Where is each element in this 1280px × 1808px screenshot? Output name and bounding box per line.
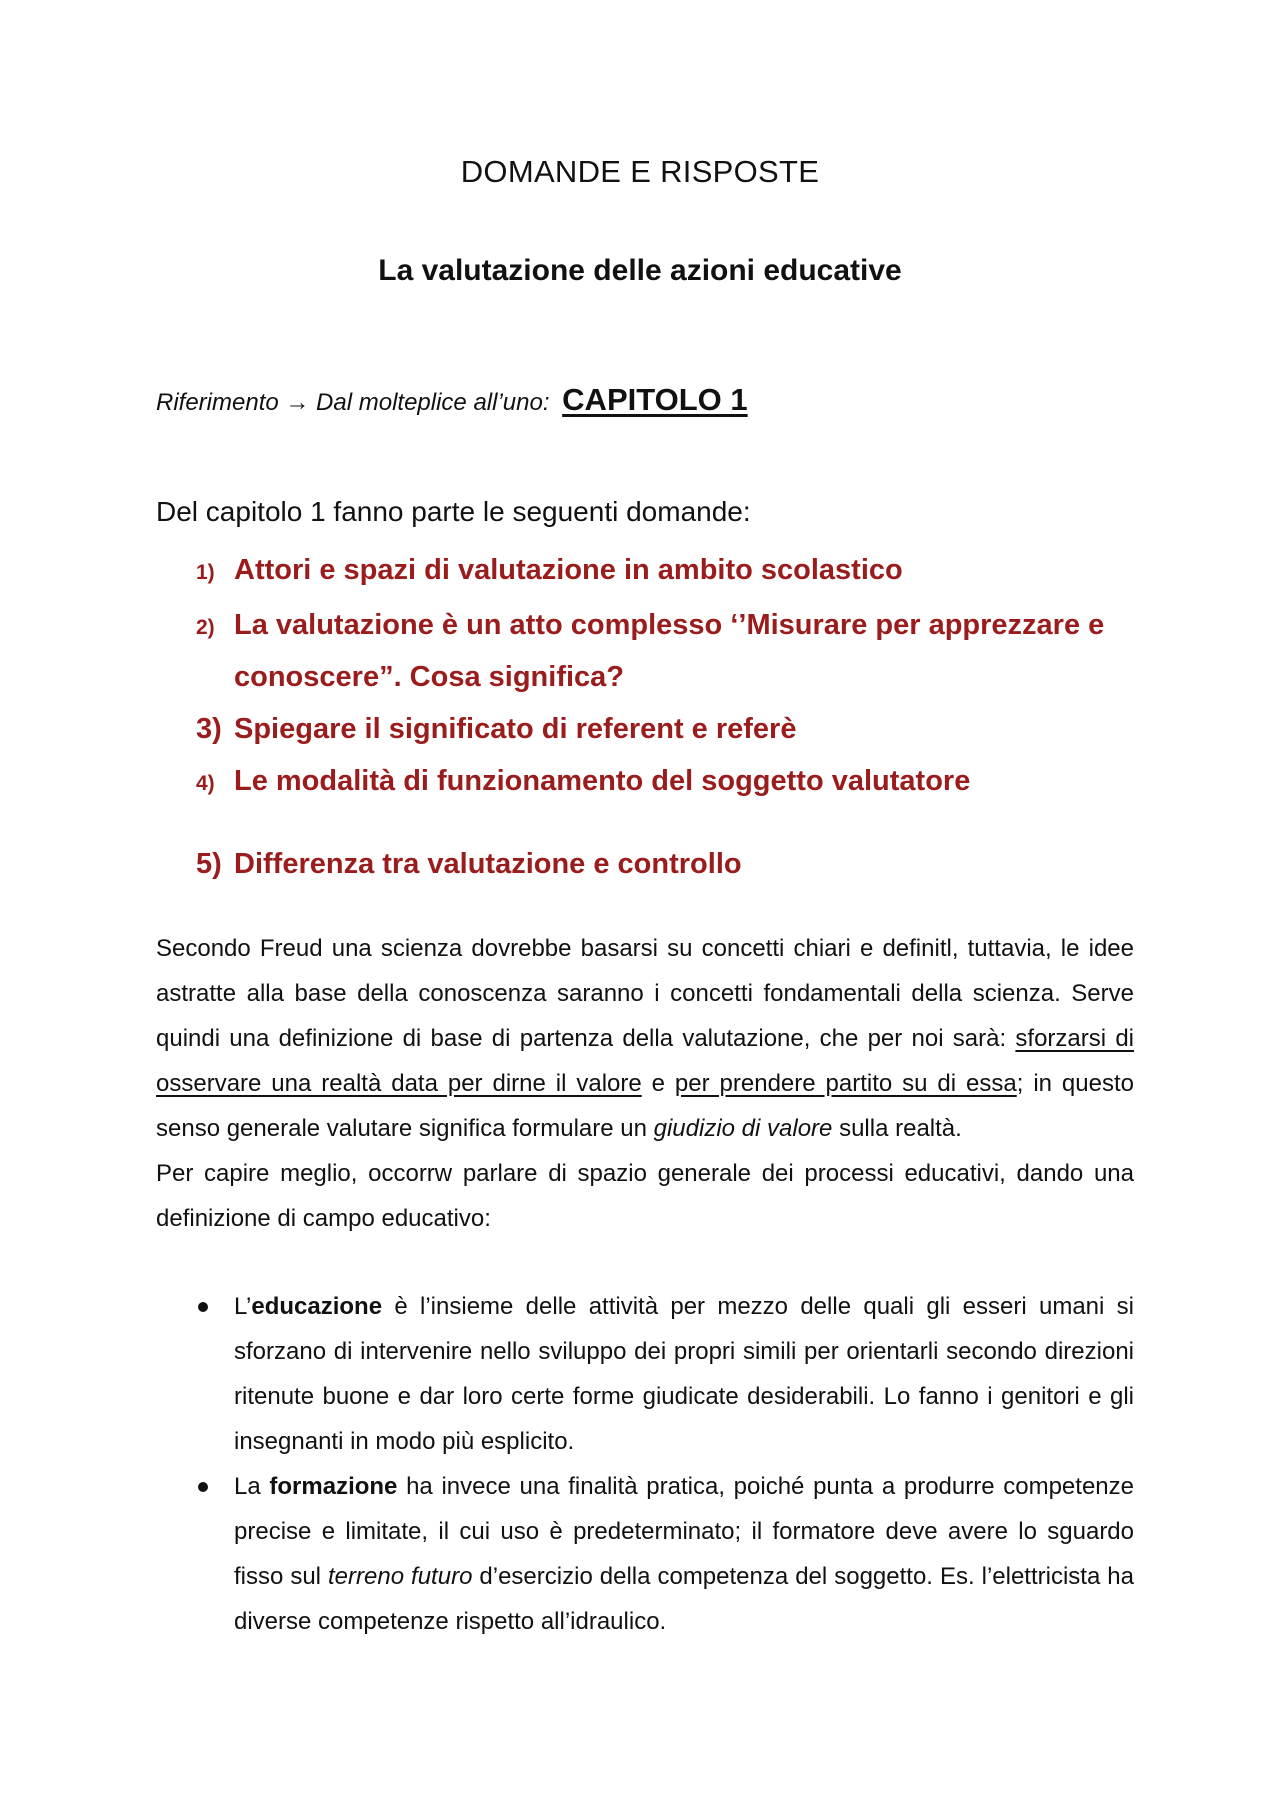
- definitions-list: [156, 1284, 1134, 1644]
- question-text: Le modalità di funzionamento del soggetto valutatore: [234, 765, 971, 797]
- question-text: Attori e spazi di valutazione in ambito scolastico: [234, 554, 903, 586]
- reference-chapter: CAPITOLO 1: [562, 382, 748, 417]
- text-run: ha invece una finalità pratica, poiché punta a produrre competenze precise e limitate, il cui uso è predeterminato; il formatore deve avere lo sguardo fisso sul: [234, 1473, 1134, 1590]
- question-number: 1): [196, 561, 215, 584]
- question-number: 2): [196, 616, 215, 639]
- question-text: Spiegare il significato di referent e referè: [234, 713, 797, 745]
- question-number: 4): [196, 772, 215, 795]
- text-run: L’: [234, 1293, 252, 1320]
- paragraph-text: ; in questo senso generale valutare significa formulare un: [156, 1070, 1134, 1142]
- question-item: [196, 703, 1136, 755]
- reference-label: Riferimento → Dal molteplice all’uno:: [156, 389, 550, 416]
- list-item-text: [234, 1284, 1134, 1464]
- paragraph-text: sulla realtà.: [832, 1115, 962, 1142]
- paragraph-text: Per capire meglio, occorrw parlare di spazio generale dei processi educativi, dando una definizione di campo educativo:: [156, 1160, 1134, 1232]
- question-number: 3): [196, 713, 222, 745]
- document-subtitle: La valutazione delle azioni educative: [378, 254, 902, 287]
- body-paragraph: [156, 926, 1134, 1241]
- underlined-phrase: per prendere partito su di essa: [674, 1070, 1017, 1097]
- question-text: Differenza tra valutazione e controllo: [234, 848, 742, 880]
- paragraph-text: e: [641, 1070, 675, 1097]
- italic-phrase: terreno futuro: [328, 1563, 473, 1590]
- list-item-text: [234, 1464, 1134, 1644]
- question-item: [196, 544, 1136, 599]
- question-text: La valutazione è un atto complesso ‘’Misurare per apprezzare e conoscere”. Cosa significa?: [234, 609, 1105, 693]
- bullet-icon: [156, 1464, 234, 1644]
- italic-phrase: giudizio di valore: [653, 1115, 833, 1142]
- question-item: [196, 755, 1136, 810]
- text-run: La: [234, 1473, 270, 1500]
- list-item: [156, 1464, 1134, 1644]
- bold-term: educazione: [251, 1293, 383, 1320]
- paragraph-text: Secondo Freud una scienza dovrebbe basarsi su concetti chiari e definitl, tuttavia, le idee astratte alla base della conoscenza saranno i concetti fondamentali della scienza. Serve quindi una definizione di base di partenza della valutazione, che per noi sarà:: [156, 935, 1134, 1052]
- questions-intro: Del capitolo 1 fanno parte le seguenti domande:: [156, 496, 751, 527]
- question-item: [196, 599, 1136, 703]
- question-item: [196, 838, 1136, 890]
- text-run: è l’insieme delle attività per mezzo delle quali gli esseri umani si sforzano di intervenire nello sviluppo dei propri simili per orientarli secondo direzioni ritenute buone e dar loro certe forme giudicate desiderabili. Lo fanno i genitori e gli insegnanti in modo più esplicito.: [234, 1293, 1134, 1455]
- text-run: d’esercizio della competenza del soggetto. Es. l’elettricista ha diverse competenze rispetto all’idraulico.: [234, 1563, 1134, 1635]
- list-item: [156, 1284, 1134, 1464]
- underlined-phrase: sforzarsi di osservare una realtà data per dirne il valore: [156, 1025, 1135, 1097]
- reference-line: [156, 382, 748, 418]
- bold-term: formazione: [269, 1473, 398, 1500]
- document-title: DOMANDE E RISPOSTE: [460, 154, 820, 189]
- questions-list: [196, 544, 1136, 890]
- bullet-icon: [156, 1284, 234, 1464]
- question-number: 5): [196, 848, 222, 880]
